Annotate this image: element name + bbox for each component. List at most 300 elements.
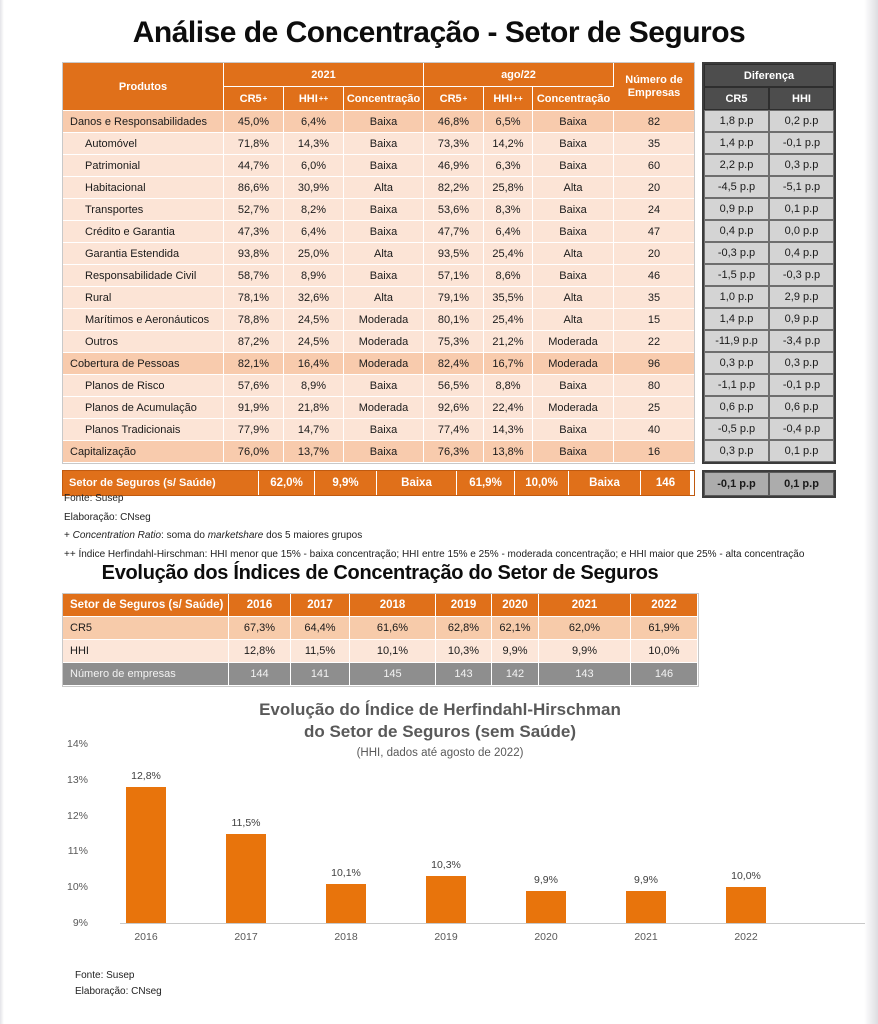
- cell: Alta: [533, 287, 614, 309]
- header-numero-line1: Número de: [625, 73, 683, 86]
- table-row: [704, 286, 834, 308]
- cell: 93,5%: [424, 243, 484, 265]
- table-row: [63, 309, 694, 331]
- year-header-cell: 2016: [229, 594, 291, 617]
- cell: 40: [614, 419, 694, 441]
- table-row: [704, 308, 834, 330]
- x-tick-label: 2017: [234, 931, 258, 943]
- cell: 13,7%: [284, 441, 344, 463]
- y-tick-label: 11%: [67, 845, 88, 858]
- cell: 56,5%: [424, 375, 484, 397]
- product-label: Garantia Estendida: [63, 243, 224, 265]
- cell: 144: [229, 663, 291, 686]
- cell: 6,4%: [484, 221, 533, 243]
- cell: 20: [614, 243, 694, 265]
- cell: Alta: [344, 243, 424, 265]
- cell: 35: [614, 287, 694, 309]
- cell: 6,3%: [484, 155, 533, 177]
- cell: 47: [614, 221, 694, 243]
- cell: Baixa: [344, 441, 424, 463]
- product-label: Crédito e Garantia: [63, 221, 224, 243]
- header-diferenca: Diferença: [704, 64, 834, 87]
- table-row: [704, 242, 834, 264]
- cell: 32,6%: [284, 287, 344, 309]
- diff-cell: 0,3 p.p: [769, 154, 834, 176]
- cell: 87,2%: [224, 331, 284, 353]
- year-header-cell: 2019: [436, 594, 492, 617]
- cell: Baixa: [344, 199, 424, 221]
- year-header-cell: 2020: [492, 594, 539, 617]
- product-label: Automóvel: [63, 133, 224, 155]
- cell: 96: [614, 353, 694, 375]
- cell: 62,0%: [259, 471, 315, 495]
- main-table-header: [63, 63, 694, 111]
- diff-cell: -11,9 p.p: [704, 330, 769, 352]
- cell: 62,8%: [436, 617, 492, 640]
- difference-table-header: [704, 64, 834, 110]
- diff-cell: -3,4 p.p: [769, 330, 834, 352]
- cell: 10,0%: [515, 471, 569, 495]
- cell: 8,2%: [284, 199, 344, 221]
- header-2021: 2021: [224, 63, 424, 87]
- header-numero-empresas: [614, 63, 694, 111]
- cell: 58,7%: [224, 265, 284, 287]
- table-row: [63, 375, 694, 397]
- cell: 80,1%: [424, 309, 484, 331]
- cell: 24: [614, 199, 694, 221]
- x-tick-label: 2020: [534, 931, 558, 943]
- table-row: [704, 132, 834, 154]
- cell: Baixa: [533, 419, 614, 441]
- table-row: [704, 330, 834, 352]
- diff-cell: 0,4 p.p: [704, 220, 769, 242]
- cell: Moderada: [533, 397, 614, 419]
- diff-cell: 0,3 p.p: [769, 352, 834, 374]
- header-produtos: Produtos: [63, 63, 224, 111]
- cell: Moderada: [344, 353, 424, 375]
- cell: 82: [614, 111, 694, 133]
- table-row: [63, 177, 694, 199]
- row-label: Número de empresas: [63, 663, 229, 686]
- diff-cell: 0,2 p.p: [769, 110, 834, 132]
- cell: 25,8%: [484, 177, 533, 199]
- y-tick-label: 12%: [66, 809, 88, 822]
- cell: Moderada: [344, 331, 424, 353]
- product-label: Rural: [63, 287, 224, 309]
- bar: [726, 887, 766, 923]
- bar-value-label: 9,9%: [534, 873, 558, 886]
- bar-value-label: 11,5%: [231, 816, 261, 829]
- cell: 35,5%: [484, 287, 533, 309]
- cell: Alta: [344, 177, 424, 199]
- cell: 141: [291, 663, 350, 686]
- diff-cell: 0,1 p.p: [769, 440, 834, 462]
- main-table-body: [63, 111, 694, 463]
- header-numero-line2: Empresas: [627, 86, 681, 99]
- cell: 146: [641, 471, 690, 495]
- diff-cell: -0,3 p.p: [704, 242, 769, 264]
- table-row: [704, 198, 834, 220]
- cell: Alta: [344, 287, 424, 309]
- cell: Baixa: [533, 441, 614, 463]
- cell: Baixa: [533, 111, 614, 133]
- diff-cell: -1,5 p.p: [704, 264, 769, 286]
- header-concentracao-ago22: Concentração: [533, 87, 614, 111]
- header-hhi-2021: [284, 87, 344, 111]
- bar-value-label: 9,9%: [634, 873, 658, 886]
- cell: 146: [631, 663, 698, 686]
- main-table-box: [62, 62, 695, 464]
- footnote-elaboracao: Elaboração: CNseg: [64, 511, 151, 523]
- page-edge-left: [0, 0, 4, 1024]
- chart-subtitle: (HHI, dados até agosto de 2022): [356, 747, 524, 759]
- cell: 78,8%: [224, 309, 284, 331]
- cell: Baixa: [344, 265, 424, 287]
- diff-cell: 1,8 p.p: [704, 110, 769, 132]
- cell: 76,3%: [424, 441, 484, 463]
- cell: Baixa: [344, 419, 424, 441]
- table-row: [704, 374, 834, 396]
- cell: 8,3%: [484, 199, 533, 221]
- cell: Alta: [533, 177, 614, 199]
- x-tick-label: 2018: [334, 931, 358, 943]
- product-label: Patrimonial: [63, 155, 224, 177]
- cell: 143: [436, 663, 492, 686]
- cell: 44,7%: [224, 155, 284, 177]
- diff-cell: 1,0 p.p: [704, 286, 769, 308]
- cell: 24,5%: [284, 309, 344, 331]
- cell: 6,4%: [284, 221, 344, 243]
- cell: 16: [614, 441, 694, 463]
- cell: Baixa: [344, 221, 424, 243]
- cell: 11,5%: [291, 640, 350, 663]
- cell: 67,3%: [229, 617, 291, 640]
- table-row: [704, 220, 834, 242]
- table-row: [704, 440, 834, 462]
- table-row: [704, 418, 834, 440]
- diff-cell: 0,9 p.p: [769, 308, 834, 330]
- bar-value-label: 10,1%: [331, 866, 361, 879]
- table-row: [63, 353, 694, 375]
- cell: 9,9%: [539, 640, 631, 663]
- bar: [626, 891, 666, 923]
- year-header-cell: 2022: [631, 594, 698, 617]
- product-label: Marítimos e Aeronáuticos: [63, 309, 224, 331]
- diff-cell: 0,4 p.p: [769, 242, 834, 264]
- cell: 6,5%: [484, 111, 533, 133]
- product-label: Outros: [63, 331, 224, 353]
- cell: 60: [614, 155, 694, 177]
- cell: Baixa: [533, 265, 614, 287]
- diff-cell: 1,4 p.p: [704, 308, 769, 330]
- cell: 21,2%: [484, 331, 533, 353]
- cell: 77,4%: [424, 419, 484, 441]
- cell: 76,0%: [224, 441, 284, 463]
- cell: 21,8%: [284, 397, 344, 419]
- diff-cell: 0,6 p.p: [704, 396, 769, 418]
- y-tick-label: 14%: [66, 738, 88, 750]
- cell: Baixa: [344, 375, 424, 397]
- cell: 22,4%: [484, 397, 533, 419]
- table-row: [63, 265, 694, 287]
- table-row: [63, 640, 698, 663]
- diff-cell: -0,1 p.p: [769, 132, 834, 154]
- footnote-part-italic: marketshare: [207, 530, 264, 541]
- footnote-part: : soma do: [161, 530, 208, 541]
- diff-cell: -0,1 p.p: [769, 374, 834, 396]
- header-hhi-label: HHI: [298, 92, 318, 105]
- y-tick-label: 10%: [66, 881, 88, 894]
- cell: 91,9%: [224, 397, 284, 419]
- cell: 52,7%: [224, 199, 284, 221]
- chart-footnotes: [75, 968, 162, 1000]
- footnote-hhi: ++ Índice Herfindahl-Hirschman: HHI menor que 15% - baixa concentração; HHI entre 15% e 25% - moderada concentração; e HHI maior que 25% - alta concentração: [64, 548, 805, 560]
- header-cr5-sup: +: [262, 94, 268, 103]
- cell: 25,4%: [484, 243, 533, 265]
- cell: 93,8%: [224, 243, 284, 265]
- cell: Baixa: [344, 155, 424, 177]
- diff-cell: -5,1 p.p: [769, 176, 834, 198]
- diff-table-body: [704, 110, 834, 462]
- year-header-cell: 2018: [350, 594, 436, 617]
- header-cr5-label: CR5: [239, 92, 262, 105]
- cell: 142: [492, 663, 539, 686]
- cell: 8,9%: [284, 265, 344, 287]
- cell: 47,3%: [224, 221, 284, 243]
- footnote-fonte: Fonte: Susep: [64, 493, 124, 504]
- header-cr5-label: CR5: [439, 92, 462, 105]
- cell: 61,9%: [631, 617, 698, 640]
- product-label: Danos e Responsabilidades: [63, 111, 224, 133]
- bar: [526, 891, 566, 923]
- bar: [226, 834, 266, 924]
- cell: 14,3%: [484, 419, 533, 441]
- cell: 14,2%: [484, 133, 533, 155]
- cell: Baixa: [533, 221, 614, 243]
- product-label: Planos Tradicionais: [63, 419, 224, 441]
- header-cr5-ago22: [424, 87, 484, 111]
- row-label: HHI: [63, 640, 229, 663]
- header-diff-hhi: HHI: [769, 87, 834, 110]
- cell: 22: [614, 331, 694, 353]
- cell: Baixa: [533, 375, 614, 397]
- cell: Moderada: [533, 353, 614, 375]
- diff-cell: -1,1 p.p: [704, 374, 769, 396]
- cell: 20: [614, 177, 694, 199]
- table-row: [63, 419, 694, 441]
- cell: 145: [350, 663, 436, 686]
- table-row: [63, 111, 694, 133]
- cell: 61,9%: [457, 471, 515, 495]
- cell: 8,8%: [484, 375, 533, 397]
- bar-value-label: 12,8%: [131, 769, 161, 782]
- cell: 25: [614, 397, 694, 419]
- cell: Baixa: [377, 471, 457, 495]
- difference-table: [702, 62, 836, 498]
- table-row: [63, 221, 694, 243]
- header-hhi-sup: ++: [513, 94, 523, 103]
- cell: 82,2%: [424, 177, 484, 199]
- year-header-cell: 2021: [539, 594, 631, 617]
- row-label: CR5: [63, 617, 229, 640]
- diff-cell: 2,2 p.p: [704, 154, 769, 176]
- cell: 57,6%: [224, 375, 284, 397]
- x-tick-label: 2019: [434, 931, 458, 943]
- cell: 62,0%: [539, 617, 631, 640]
- x-tick-label: 2021: [634, 931, 658, 943]
- diff-cell: 1,4 p.p: [704, 132, 769, 154]
- table-row: [63, 133, 694, 155]
- cell: 10,1%: [350, 640, 436, 663]
- bar: [426, 876, 466, 923]
- table-row: [63, 617, 698, 640]
- chart-title-line1: Evolução do Índice de Herfindahl-Hirschman: [259, 700, 621, 719]
- cell: 78,1%: [224, 287, 284, 309]
- table-row: [63, 155, 694, 177]
- cell: 61,6%: [350, 617, 436, 640]
- table-row: [704, 154, 834, 176]
- cell: 6,0%: [284, 155, 344, 177]
- diff-cell: 0,0 p.p: [769, 220, 834, 242]
- year-header-cell: 2017: [291, 594, 350, 617]
- cell: Moderada: [344, 309, 424, 331]
- header-concentracao-2021: Concentração: [344, 87, 424, 111]
- cell: 57,1%: [424, 265, 484, 287]
- header-hhi-label: HHI: [493, 92, 513, 105]
- product-label: Habitacional: [63, 177, 224, 199]
- total-label: Setor de Seguros (s/ Saúde): [63, 471, 259, 495]
- cell: 47,7%: [424, 221, 484, 243]
- header-hhi-ago22: [484, 87, 533, 111]
- header-diff-cr5: CR5: [704, 87, 769, 110]
- cell: 82,1%: [224, 353, 284, 375]
- chart-title-line2: do Setor de Seguros (sem Saúde): [303, 722, 577, 741]
- table-row: [63, 287, 694, 309]
- header-cr5-2021: [224, 87, 284, 111]
- x-tick-label: 2016: [134, 931, 158, 943]
- chart-x-axis-line: [120, 923, 865, 924]
- cell: 143: [539, 663, 631, 686]
- cell: 46,9%: [424, 155, 484, 177]
- page-title: Análise de Concentração - Setor de Seguros: [132, 16, 746, 49]
- product-label: Planos de Risco: [63, 375, 224, 397]
- main-table: [62, 62, 695, 496]
- table-row: [704, 176, 834, 198]
- chart-footnote-fonte: Fonte: Susep: [75, 970, 135, 981]
- x-tick-label: 2022: [734, 931, 758, 943]
- product-label: Transportes: [63, 199, 224, 221]
- cell: 25,4%: [484, 309, 533, 331]
- cell: 79,1%: [424, 287, 484, 309]
- cell: 82,4%: [424, 353, 484, 375]
- diff-cell: 0,1 p.p: [769, 198, 834, 220]
- cell: 53,6%: [424, 199, 484, 221]
- product-label: Planos de Acumulação: [63, 397, 224, 419]
- bar: [126, 787, 166, 923]
- diff-cell: 0,1 p.p: [769, 472, 834, 496]
- cell: 46: [614, 265, 694, 287]
- cell: 25,0%: [284, 243, 344, 265]
- diff-cell: 0,9 p.p: [704, 198, 769, 220]
- footnote-concentration-ratio: [64, 527, 804, 546]
- table-row: [704, 110, 834, 132]
- diff-cell: -0,4 p.p: [769, 418, 834, 440]
- header-hhi-sup: ++: [318, 94, 329, 103]
- cell: 12,8%: [229, 640, 291, 663]
- table-row: [63, 243, 694, 265]
- cell: 15: [614, 309, 694, 331]
- table-row: [63, 663, 698, 686]
- cell: 13,8%: [484, 441, 533, 463]
- table-row: [63, 331, 694, 353]
- table-row: [63, 199, 694, 221]
- table-row: [63, 441, 694, 463]
- cell: Baixa: [344, 133, 424, 155]
- cell: 9,9%: [492, 640, 539, 663]
- cell: 16,4%: [284, 353, 344, 375]
- cell: 10,0%: [631, 640, 698, 663]
- cell: Moderada: [344, 397, 424, 419]
- page-edge-right: [864, 0, 878, 1024]
- cell: Baixa: [533, 133, 614, 155]
- cell: 24,5%: [284, 331, 344, 353]
- cell: 80: [614, 375, 694, 397]
- product-label: Responsabilidade Civil: [63, 265, 224, 287]
- cell: 86,6%: [224, 177, 284, 199]
- bar-value-label: 10,3%: [431, 859, 461, 872]
- table-row: [704, 352, 834, 374]
- cell: 92,6%: [424, 397, 484, 419]
- cell: Baixa: [344, 111, 424, 133]
- table-row: [704, 264, 834, 286]
- diff-cell: -0,1 p.p: [704, 472, 769, 496]
- cell: 77,9%: [224, 419, 284, 441]
- evolution-table: [62, 593, 699, 687]
- header-cr5-sup: +: [462, 94, 468, 103]
- cell: Baixa: [533, 199, 614, 221]
- evolution-title: Evolução dos Índices de Concentração do Setor de Seguros: [101, 562, 659, 584]
- y-tick-label: 9%: [72, 917, 88, 929]
- table-row: [63, 397, 694, 419]
- difference-table-box: [702, 62, 836, 464]
- footnote-part: dos 5 maiores grupos: [263, 530, 363, 541]
- cell: 71,8%: [224, 133, 284, 155]
- cell: Baixa: [533, 155, 614, 177]
- bar: [326, 884, 366, 923]
- cell: 16,7%: [484, 353, 533, 375]
- evolution-table-body: [63, 617, 698, 686]
- chart: [30, 698, 850, 966]
- diff-cell: -0,3 p.p: [769, 264, 834, 286]
- table-row: [704, 396, 834, 418]
- diff-cell: -4,5 p.p: [704, 176, 769, 198]
- cell: 8,9%: [284, 375, 344, 397]
- cell: 10,3%: [436, 640, 492, 663]
- cell: 8,6%: [484, 265, 533, 287]
- bar-value-label: 10,0%: [731, 870, 761, 883]
- cell: 62,1%: [492, 617, 539, 640]
- cell: 14,7%: [284, 419, 344, 441]
- chart-footnote-elaboracao: Elaboração: CNseg: [75, 986, 162, 997]
- cell: Moderada: [533, 331, 614, 353]
- diff-cell: -0,5 p.p: [704, 418, 769, 440]
- cell: 6,4%: [284, 111, 344, 133]
- cell: 35: [614, 133, 694, 155]
- header-ago22: ago/22: [424, 63, 614, 87]
- diff-cell: 2,9 p.p: [769, 286, 834, 308]
- footnote-part-italic: Concentration Ratio: [72, 530, 162, 541]
- cell: 9,9%: [315, 471, 377, 495]
